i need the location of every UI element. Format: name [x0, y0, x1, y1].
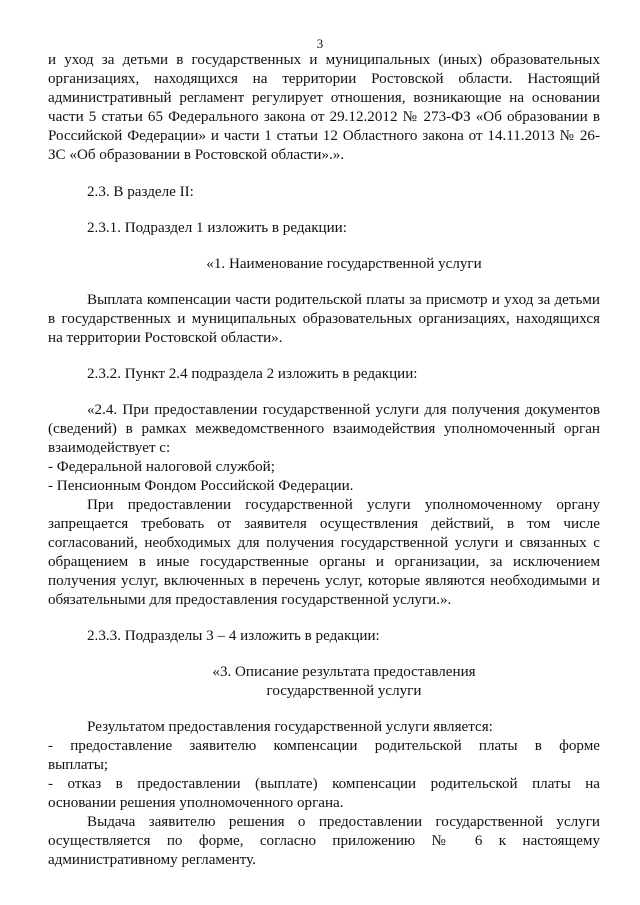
- text-line: запрещается требовать от заявителя осуществления действий, в том числе: [48, 516, 600, 532]
- page-number: 3: [316, 36, 324, 51]
- text-line: выплаты;: [48, 757, 109, 773]
- text-line: части 5 статьи 65 Федерального закона от 29.12.2012 № 273-ФЗ «Об образовании в: [48, 109, 600, 125]
- section-item-2-3-2: 2.3.2. Пункт 2.4 подраздела 2 изложить в редакции:: [87, 366, 418, 382]
- list-item: - Федеральной налоговой службой;: [48, 459, 275, 475]
- text-line: получения услуг, включенных в перечень услуг, которые являются необходимыми и: [48, 573, 600, 589]
- text-line: «2.4. При предоставлении государственной услуги для получения документов: [87, 402, 600, 418]
- text-line: Российской Федерации» и части 1 статьи 12 Областного закона от 14.11.2013 № 26-: [48, 128, 600, 144]
- text-line: основании решения уполномоченного органа.: [48, 795, 344, 811]
- subsection-heading-3: «3. Описание результата предоставления: [212, 664, 476, 680]
- list-item: - Пенсионным Фондом Российской Федерации.: [48, 478, 354, 494]
- text-line: административный регламент регулирует отношения, возникающие на основании: [48, 90, 600, 106]
- text-line: (сведений) в рамках межведомственного взаимодействия уполномоченный орган: [48, 421, 600, 437]
- text-line: на территории Ростовской области».: [48, 330, 283, 346]
- text-line: При предоставлении государственной услуги уполномоченному органу: [87, 497, 600, 513]
- subsection-heading-1: «1. Наименование государственной услуги: [206, 256, 482, 272]
- text-line: согласований, необходимых для получения государственной услуги и связанных с: [48, 535, 600, 551]
- text-line: обращением в иные государственные органы и организации, за исключением: [48, 554, 600, 570]
- list-item: - предоставление заявителю компенсации родительской платы в форме: [48, 738, 600, 754]
- text-line: Результатом предоставления государственной услуги является:: [87, 719, 493, 735]
- text-line: обязательными для предоставления государственной услуги.».: [48, 592, 452, 608]
- text-line: и уход за детьми в государственных и муниципальных (иных) образовательных: [48, 52, 600, 68]
- text-line: ЗС «Об образовании в Ростовской области».».: [48, 147, 345, 163]
- section-item-2-3-3: 2.3.3. Подразделы 3 – 4 изложить в редакции:: [87, 628, 380, 644]
- text-line: Выдача заявителю решения о предоставлении государственной услуги: [87, 814, 600, 830]
- text-line: осуществляется по форме, согласно приложению № 6 к настоящему: [48, 833, 600, 849]
- text-line: взаимодействует с:: [48, 440, 171, 456]
- text-line: в государственных и муниципальных образовательных организациях, находящихся: [48, 311, 600, 327]
- text-line: Выплата компенсации части родительской платы за присмотр и уход за детьми: [87, 292, 600, 308]
- section-item-2-3-1: 2.3.1. Подраздел 1 изложить в редакции:: [87, 220, 347, 236]
- list-item: - отказ в предоставлении (выплате) компенсации родительской платы на: [48, 776, 600, 792]
- text-line: организациях, находящихся на территории Ростовской области. Настоящий: [48, 71, 600, 87]
- text-line: административному регламенту.: [48, 852, 256, 868]
- subsection-heading-3: государственной услуги: [266, 683, 422, 699]
- section-item-2-3: 2.3. В разделе II:: [87, 184, 194, 200]
